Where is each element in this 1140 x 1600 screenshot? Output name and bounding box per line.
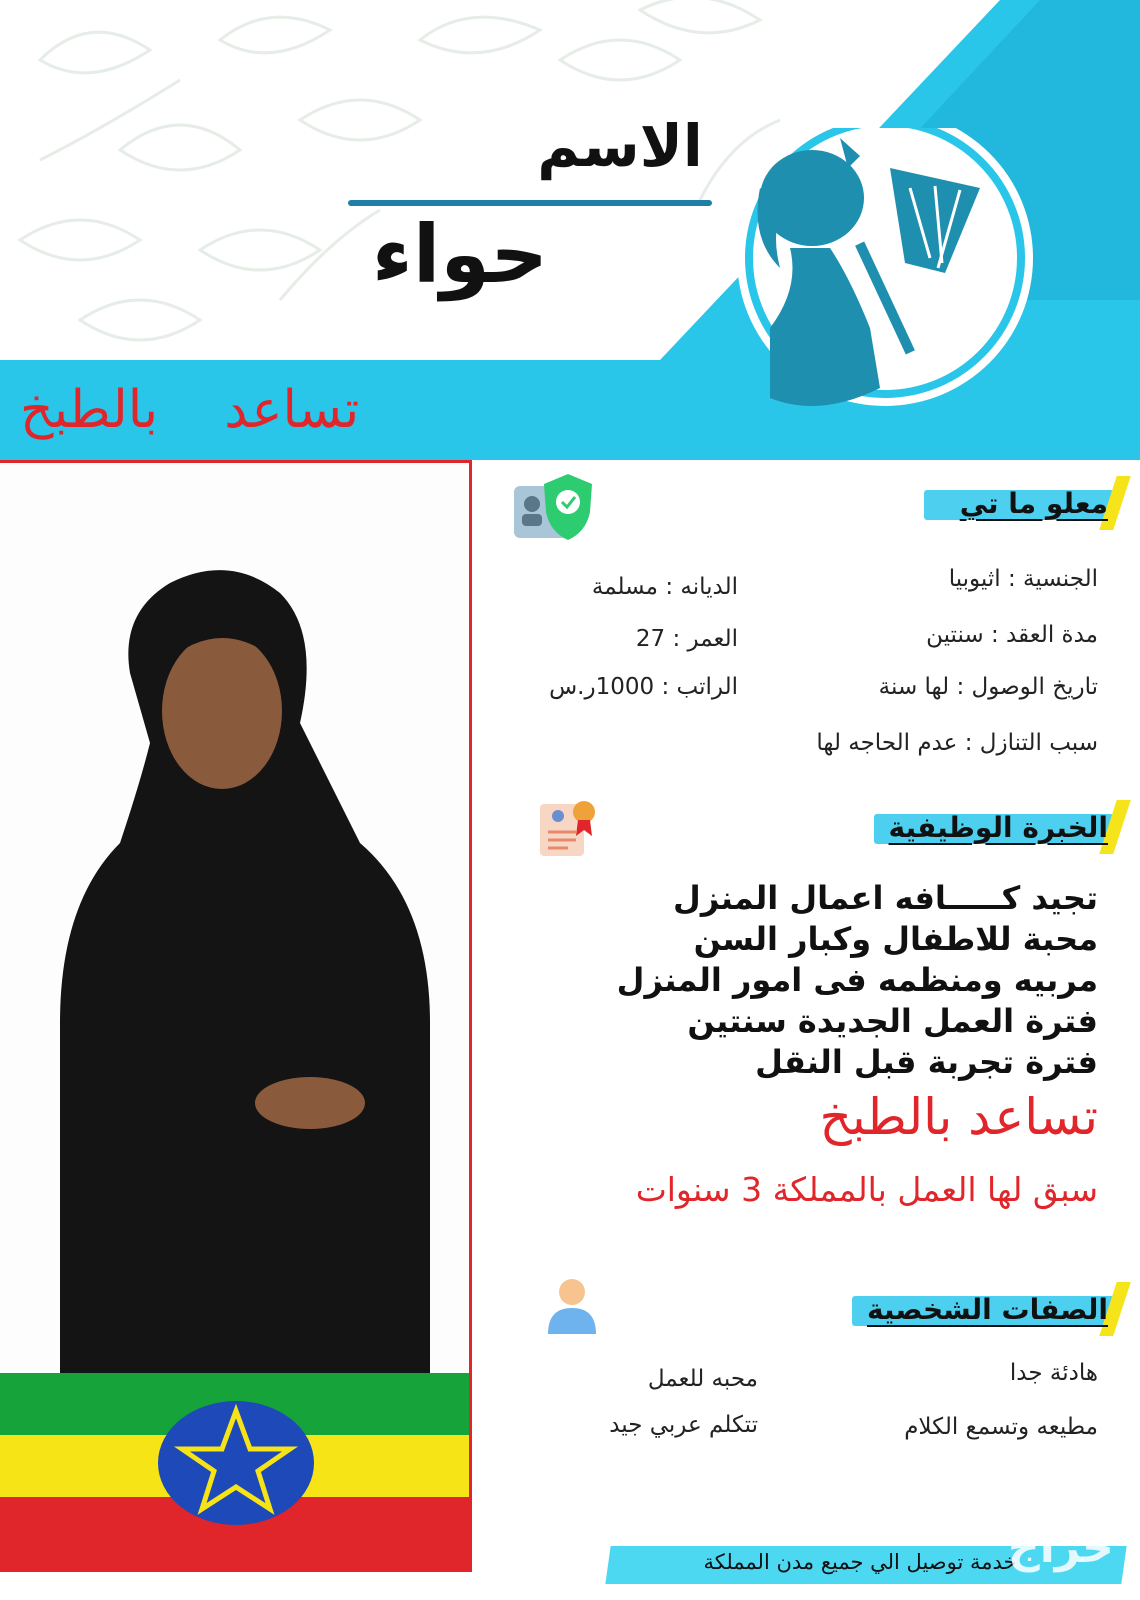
- worker-photo: [0, 460, 472, 1572]
- info-religion: الديانه : مسلمة: [591, 574, 738, 600]
- info-contract: مدة العقد : سنتين: [926, 622, 1098, 648]
- person-icon: [544, 1276, 600, 1336]
- banner-title: [20, 380, 480, 440]
- trait-speaks-arabic: تتكلم عربي جيد: [609, 1412, 758, 1438]
- certificate-icon: [536, 796, 600, 860]
- info-section-title: معلو ما تي: [946, 482, 1122, 524]
- experience-years: سبق لها العمل بالمملكة 3 سنوات: [635, 1170, 1098, 1209]
- haraj-watermark: حراج: [1008, 1522, 1114, 1573]
- info-reason: سبب التنازل : عدم الحاجه لها: [816, 730, 1098, 756]
- experience-line: فترة العمل الجديدة سنتين: [687, 1002, 1098, 1040]
- name-value: حواء: [371, 208, 549, 301]
- info-age: العمر : 27: [635, 626, 738, 652]
- name-divider: [348, 200, 712, 206]
- experience-line: تجيد كـــــافه اعمال المنزل: [673, 879, 1098, 917]
- experience-line: محبة للاطفال وكبار السن: [693, 920, 1098, 958]
- id-shield-icon: [510, 470, 600, 550]
- traits-section-title: الصفات الشخصية: [853, 1288, 1122, 1330]
- banner-word-1: تساعد: [224, 380, 360, 440]
- maid-silhouette-badge: [730, 128, 1050, 448]
- experience-line: مربيه ومنظمه فى امور المنزل: [616, 961, 1098, 999]
- worker-portrait: [0, 463, 472, 1572]
- name-label: الاسم: [537, 112, 703, 180]
- info-nationality: الجنسية : اثيوبيا: [948, 566, 1098, 592]
- banner-word-2: بالطبخ: [20, 380, 159, 440]
- trait-calm: هادئة جدا: [1009, 1360, 1098, 1386]
- info-arrival: تاريخ الوصول : لها سنة: [878, 674, 1098, 700]
- info-salary: الراتب : 1000ر.س: [549, 674, 738, 700]
- trait-obedient: مطيعه وتسمع الكلام: [904, 1414, 1098, 1440]
- experience-list: [538, 878, 1098, 1083]
- experience-section-title: الخبرة الوظيفية: [875, 806, 1122, 848]
- experience-line: فترة تجربة قبل النقل: [755, 1043, 1098, 1081]
- footer-text: خدمة توصيل الي جميع مدن المملكة: [703, 1550, 1017, 1574]
- cooking-highlight: تساعد بالطبخ: [819, 1088, 1098, 1146]
- trait-loves-work: محبه للعمل: [647, 1366, 758, 1392]
